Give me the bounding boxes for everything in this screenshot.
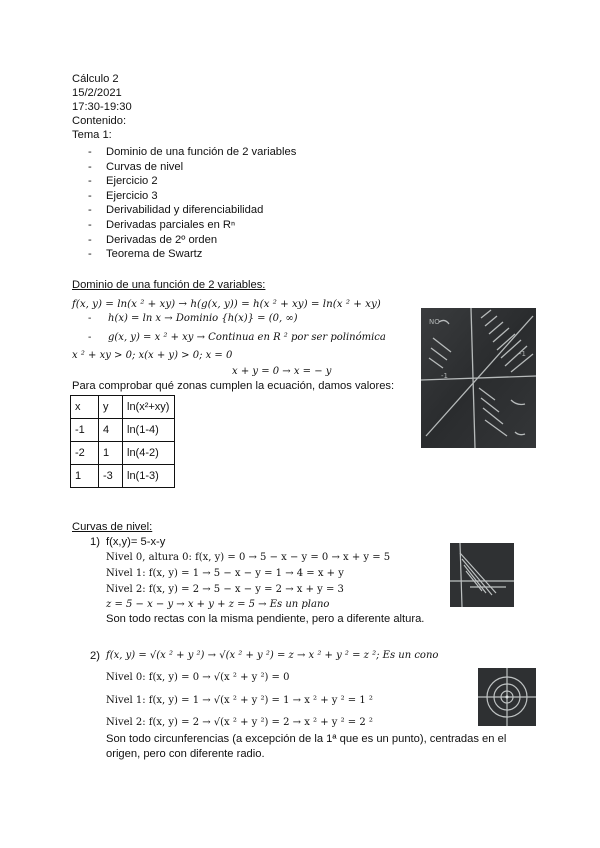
exercise-2-conclusion-2: origen, pero con diferente radio.	[106, 748, 265, 760]
exercise-2-level-1: Nivel 1: f(x, y) = 1 → √(x ² + y ²) = 1 → x ² + y ² = 1 ²	[106, 695, 373, 706]
topic-label: Tema 1:	[72, 129, 112, 141]
list-item: - Derivadas parciales en Rⁿ	[88, 218, 236, 231]
values-table	[70, 395, 175, 488]
svg-text:NO: NO	[429, 318, 440, 326]
table-header: x	[71, 396, 99, 419]
table-cell: -3	[99, 465, 123, 488]
table-row	[71, 442, 175, 465]
exercise-2-conclusion-1: Son todo circunferencias (a excepción de la 1ª que es un punto), centradas en el	[106, 733, 507, 745]
blackboard-domain-photo	[421, 308, 536, 448]
exercise-2-number: 2)	[90, 650, 100, 662]
table-cell: ln(4-2)	[123, 442, 175, 465]
table-row	[71, 465, 175, 488]
exercise-2-function: f(x, y) = √(x ² + y ²) → √(x ² + y ²) = z → x ² + y ² = z ²; Es un cono	[106, 650, 439, 661]
list-item: - Dominio de una función de 2 variables	[88, 146, 297, 158]
table-header-row	[71, 396, 175, 419]
table-header: y	[99, 396, 123, 419]
table-row	[71, 419, 175, 442]
subject-title: Cálculo 2	[72, 73, 119, 85]
contents-list	[88, 145, 296, 262]
table-cell: 1	[99, 442, 123, 465]
table-cell: 4	[99, 419, 123, 442]
table-cell: -1	[71, 419, 99, 442]
dominio-heading: Dominio de una función de 2 variables:	[72, 279, 266, 291]
svg-text:-1: -1	[441, 372, 448, 380]
table-cell: ln(1-3)	[123, 465, 175, 488]
list-item: - Teorema de Swartz	[88, 248, 203, 261]
table-cell: 1	[71, 465, 99, 488]
exercise-1-number: 1)	[90, 536, 100, 548]
list-item: - Ejercicio 2	[88, 175, 158, 188]
svg-text:-1: -1	[519, 350, 526, 358]
table-header: ln(x²+xy)	[123, 396, 175, 419]
blackboard-lines-photo	[450, 543, 514, 607]
table-cell: -2	[71, 442, 99, 465]
blackboard-circles-photo	[478, 668, 536, 726]
exercise-1-level-1: Nivel 1: f(x, y) = 1 → 5 − x − y = 1 → 4 = x + y	[106, 568, 344, 579]
list-item: - Derivabilidad y diferenciabilidad	[88, 204, 264, 217]
list-item: - Derivadas de 2º orden	[88, 233, 218, 246]
exercise-1-conclusion: Son todo rectas con la misma pendiente, pero a diferente altura.	[106, 613, 425, 625]
exercise-1-level-2: Nivel 2: f(x, y) = 2 → 5 − x − y = 2 → x + y = 3	[106, 584, 344, 595]
exercise-1-level-0: Nivel 0, altura 0: f(x, y) = 0 → 5 − x − y = 0 → x + y = 5	[106, 552, 391, 563]
exercise-2-level-0: Nivel 0: f(x, y) = 0 → √(x ² + y ²) = 0	[106, 672, 290, 683]
equation-inequality: x ² + xy > 0; x(x + y) > 0; x = 0	[72, 350, 233, 361]
equation-line: x + y = 0 → x = − y	[232, 366, 332, 377]
exercise-1-plane: z = 5 − x − y → x + y + z = 5 → Es un plano	[106, 599, 330, 610]
equation-h: h(x) = ln x → Dominio {h(x)} = (0, ∞)	[108, 313, 298, 324]
exercise-1-function: f(x,y)= 5-x-y	[106, 536, 166, 548]
check-text: Para comprobar qué zonas cumplen la ecuación, damos valores:	[72, 380, 395, 392]
list-item: - Ejercicio 3	[88, 189, 158, 202]
time: 17:30-19:30	[72, 101, 132, 113]
curvas-heading: Curvas de nivel:	[72, 521, 153, 533]
equation-g: g(x, y) = x ² + xy → Continua en R ² por ser polinómica	[108, 332, 386, 343]
equation-main: f(x, y) = ln(x ² + xy) → h(g(x, y)) = h(x ² + xy) = ln(x ² + xy)	[72, 298, 381, 310]
date: 15/2/2021	[72, 87, 122, 99]
list-item: - Curvas de nivel	[88, 160, 184, 173]
table-cell: ln(1-4)	[123, 419, 175, 442]
contents-label: Contenido:	[72, 115, 127, 127]
exercise-2-level-2: Nivel 2: f(x, y) = 2 → √(x ² + y ²) = 2 → x ² + y ² = 2 ²	[106, 717, 373, 728]
